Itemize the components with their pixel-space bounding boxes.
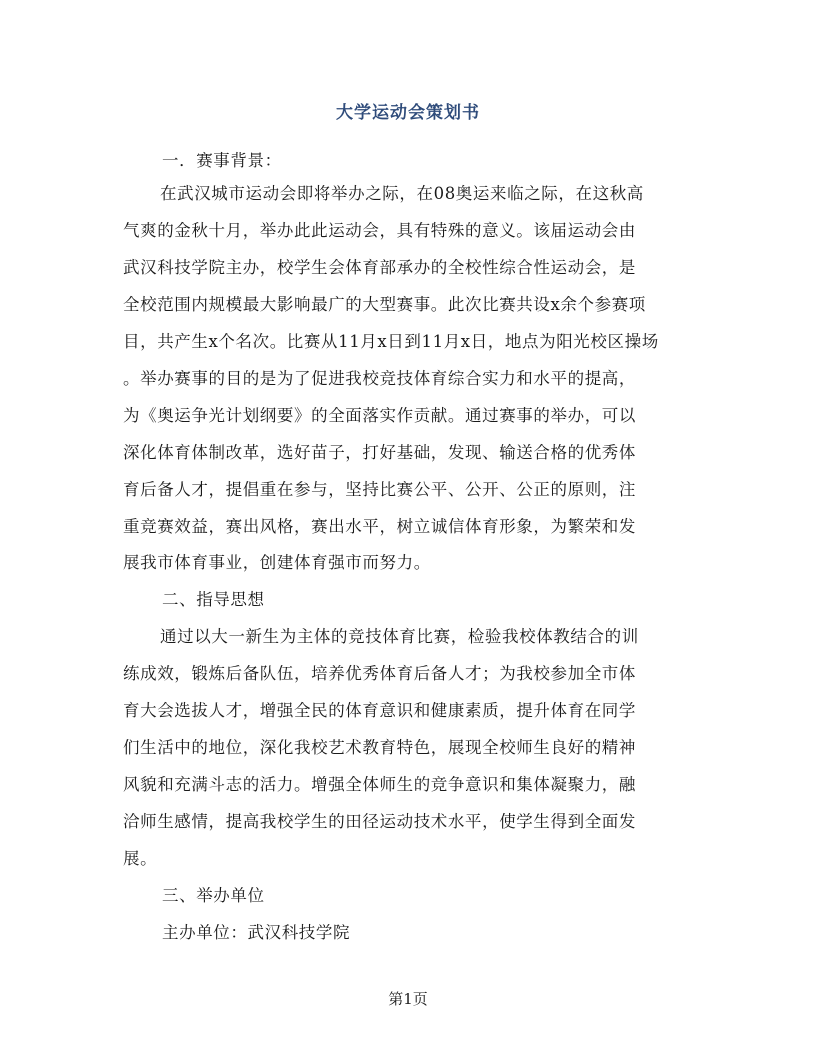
paragraph-line: 武汉科技学院主办，校学生会体育部承办的全校性综合性运动会，是 <box>123 258 636 277</box>
section-heading-organizer: 三、举办单位 <box>162 886 265 905</box>
paragraph-line: 洽师生感情，提高我校学生的田径运动技术水平，使学生得到全面发 <box>123 812 636 831</box>
section-heading-background: 一．赛事背景： <box>162 151 282 170</box>
organizer-host-line: 主办单位：武汉科技学院 <box>162 923 351 942</box>
page-number: 第1页 <box>388 990 428 1008</box>
paragraph-line: 展我市体育事业，创建体育强市而努力。 <box>123 553 431 572</box>
section-heading-guiding-ideology: 二、指导思想 <box>162 590 265 609</box>
paragraph-line: 展。 <box>123 849 158 868</box>
paragraph-line: 育大会选拔人才，增强全民的体育意识和健康素质，提升体育在同学 <box>123 701 636 720</box>
paragraph-line: 育后备人才，提倡重在参与，坚持比赛公平、公开、公正的原则，注 <box>123 480 636 499</box>
paragraph-line: 重竞赛效益，赛出风格，赛出水平，树立诚信体育形象，为繁荣和发 <box>123 517 636 536</box>
paragraph-line: 们生活中的地位，深化我校艺术教育特色，展现全校师生良好的精神 <box>123 738 636 757</box>
paragraph-line: 练成效，锻炼后备队伍，培养优秀体育后备人才；为我校参加全市体 <box>123 664 636 683</box>
document-title: 大学运动会策划书 <box>336 103 480 123</box>
paragraph-line: 全校范围内规模最大影响最广的大型赛事。此次比赛共设x余个参赛项 <box>123 295 646 314</box>
paragraph-line: 在武汉城市运动会即将举办之际，在08奥运来临之际，在这秋高 <box>160 184 644 203</box>
paragraph-line: 为《奥运争光计划纲要》的全面落实作贡献。通过赛事的举办，可以 <box>123 406 636 425</box>
paragraph-line: 。举办赛事的目的是为了促进我校竞技体育综合实力和水平的提高， <box>123 369 636 388</box>
paragraph-line: 深化体育体制改革，选好苗子，打好基础，发现、输送合格的优秀体 <box>123 443 636 462</box>
paragraph-line: 风貌和充满斗志的活力。增强全体师生的竞争意识和集体凝聚力，融 <box>123 775 636 794</box>
paragraph-line: 气爽的金秋十月，举办此此运动会，具有特殊的意义。该届运动会由 <box>123 221 636 240</box>
paragraph-line: 目，共产生x个名次。比赛从11月x日到11月x日，地点为阳光校区操场 <box>123 332 659 351</box>
paragraph-line: 通过以大一新生为主体的竞技体育比赛，检验我校体教结合的训 <box>160 627 639 646</box>
